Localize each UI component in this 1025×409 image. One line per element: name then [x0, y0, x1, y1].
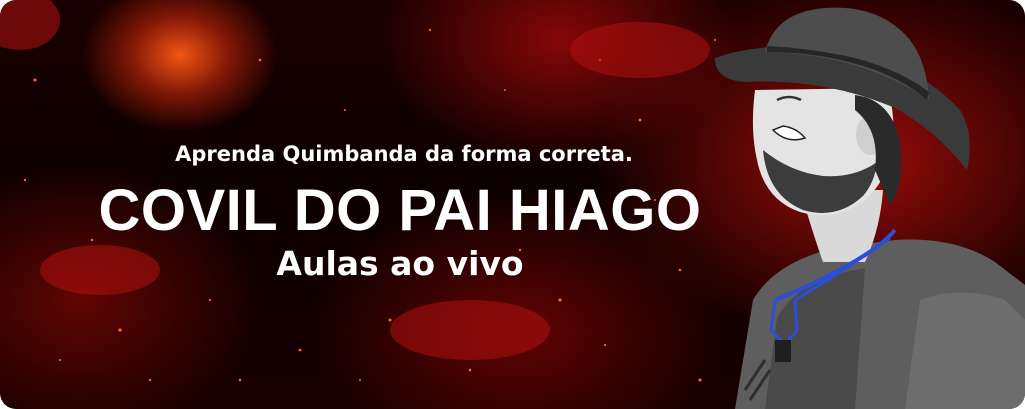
banner-subtitle: Aprenda Quimbanda da forma correta.	[175, 142, 633, 166]
banner-text-block	[60, 140, 740, 284]
banner-tagline: Aulas ao vivo	[276, 244, 524, 283]
banner-title: COVIL DO PAI HIAGO	[98, 178, 702, 243]
instructor-portrait	[705, 0, 1025, 409]
